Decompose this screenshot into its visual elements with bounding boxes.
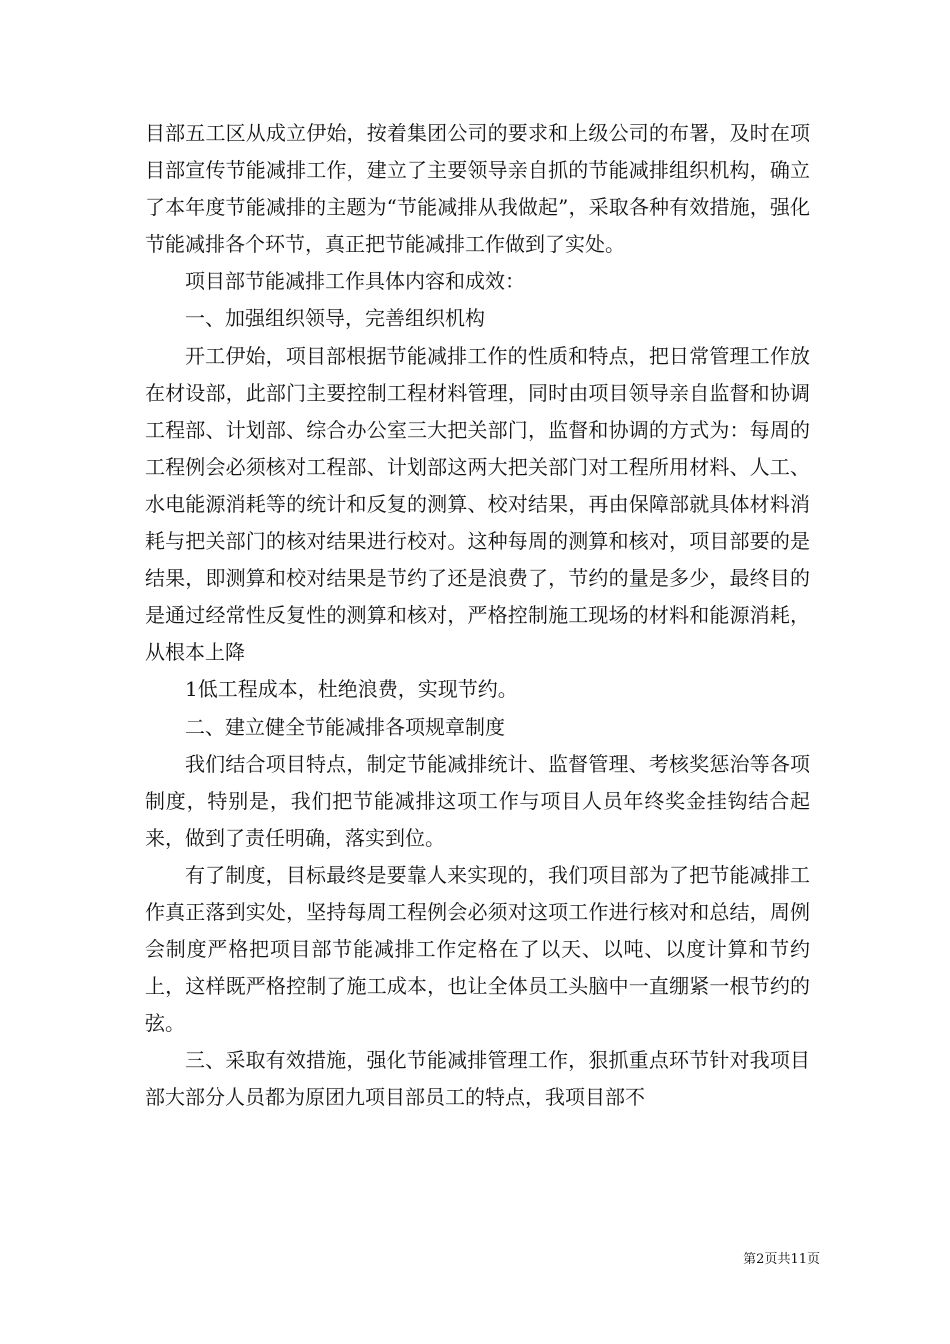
document-body [145, 115, 810, 1117]
page-number-footer: 第2页共11页 [743, 1252, 820, 1267]
paragraph-section-2b: 有了制度，目标最终是要靠人来实现的，我们项目部为了把节能减排工作真正落到实处，坚持每周工程例会必须对这项工作进行核对和总结，周例会制度严格把项目部节能减排工作定格在了以天、以吨、以度计算和节约上，这样既严格控制了施工成本，也让全体员工头脑中一直绷紧一根节约的弦。 [145, 862, 810, 1036]
paragraph-continuation: 1低工程成本，杜绝浪费，实现节约。 [185, 677, 518, 702]
section-heading-2: 二、建立健全节能减排各项规章制度 [185, 714, 505, 739]
section-heading-1: 一、加强组织领导，完善组织机构 [185, 306, 485, 331]
paragraph-summary-heading: 项目部节能减排工作具体内容和成效： [185, 269, 525, 294]
paragraph-section-1: 开工伊始，项目部根据节能减排工作的性质和特点，把日常管理工作放在材设部，此部门主要控制工程材料管理，同时由项目领导亲自监督和协调工程部、计划部、综合办公室三大把关部门，监督和协调的方式为：每周的工程例会必须核对工程部、计划部这两大把关部门对工程所用材料、人工、水电能源消耗等的统计和反复的测算、校对结果，再由保障部就具体材料消耗与把关部门的核对结果进行校对。这种每周的测算和核对，项目部要的是结果，即测算和校对结果是节约了还是浪费了，节约的量是多少，最终目的是通过经常性反复性的测算和核对，严格控制施工现场的材料和能源消耗，从根本上降 [145, 343, 810, 665]
paragraph-section-3: 三、采取有效措施，强化节能减排管理工作，狠抓重点环节针对我项目部大部分人员都为原团九项目部员工的特点，我项目部不 [145, 1048, 810, 1110]
paragraph-section-2a: 我们结合项目特点，制定节能减排统计、监督管理、考核奖惩治等各项制度，特别是，我们把节能减排这项工作与项目人员年终奖金挂钩结合起来，做到了责任明确，落实到位。 [145, 751, 810, 850]
paragraph-intro: 目部五工区从成立伊始，按着集团公司的要求和上级公司的布署，及时在项目部宣传节能减排工作，建立了主要领导亲自抓的节能减排组织机构，确立了本年度节能减排的主题为“节能减排从我做起”，采取各种有效措施，强化节能减排各个环节，真正把节能减排工作做到了实处。 [145, 121, 810, 257]
